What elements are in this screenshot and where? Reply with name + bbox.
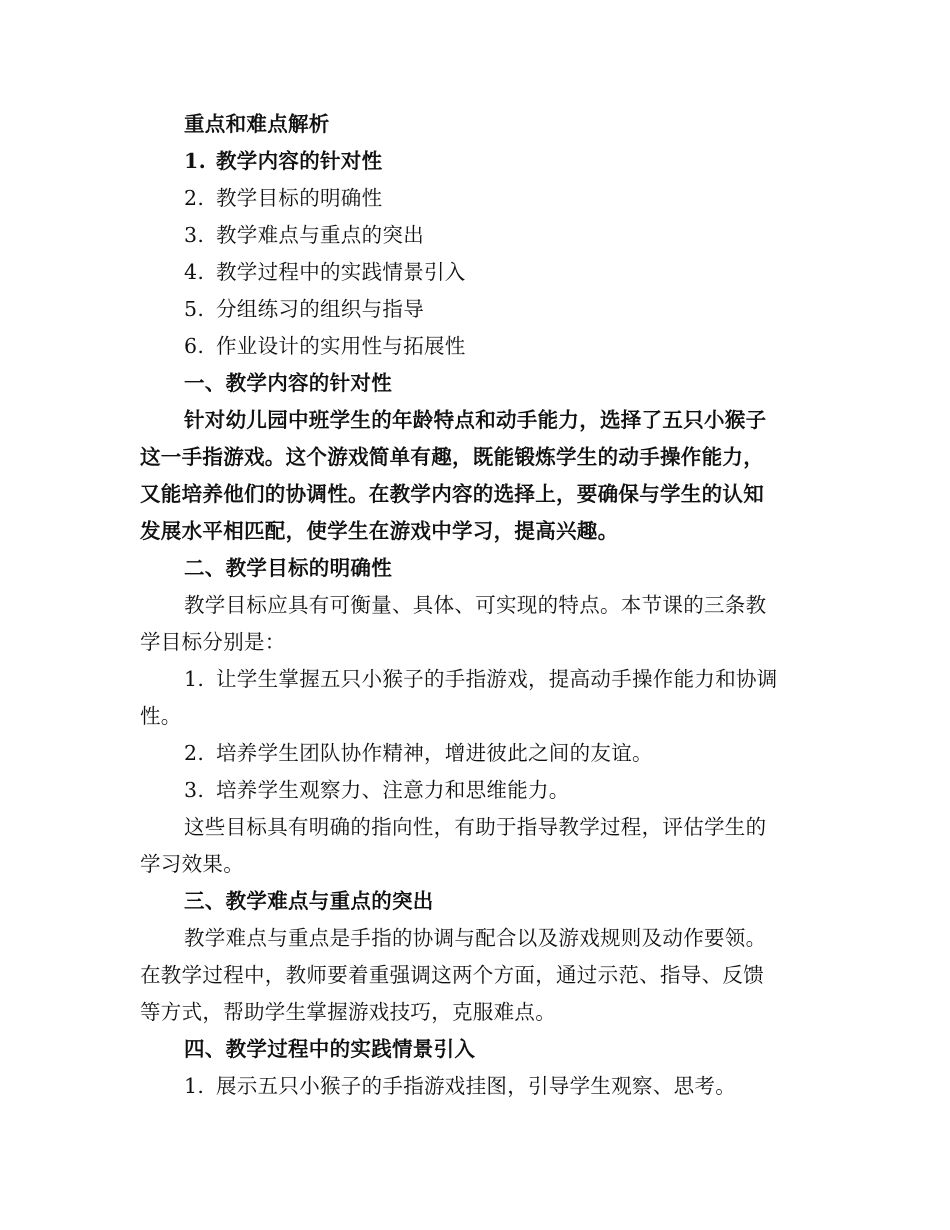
goal-item [140,772,810,809]
toc-item [140,217,810,254]
toc-list [140,143,810,365]
paragraph-line: 又能培养他们的协调性。在教学内容的选择上，要确保与学生的认知 [140,482,764,506]
goal-item [140,735,810,772]
process-item [140,1068,810,1105]
toc-item [140,328,810,365]
toc-item [140,180,810,217]
goal-item [140,661,810,698]
paragraph-line: 学习效果。 [140,852,244,876]
paragraph-line: 发展水平相匹配，使学生在游戏中学习，提高兴趣。 [140,519,619,543]
toc-num: 4. [184,260,205,284]
toc-text: 教学目标的明确性 [216,186,383,210]
paragraph-line: 等方式，帮助学生掌握游戏技巧，克服难点。 [140,1000,556,1024]
goal-text: 培养学生观察力、注意力和思维能力。 [216,778,570,802]
section-heading: 一、教学内容的针对性 [184,371,392,395]
toc-num: 1. [184,149,207,173]
process-num: 1. [184,1074,205,1098]
section-heading: 四、教学过程中的实践情景引入 [184,1037,476,1061]
paragraph-line: 针对幼儿园中班学生的年龄特点和动手能力，选择了五只小猴子 [184,408,767,432]
paragraph-line: 教学目标应具有可衡量、具体、可实现的特点。本节课的三条教 [184,593,767,617]
goal-item-continuation: 性。 [140,704,182,728]
toc-num: 3. [184,223,205,247]
document-body [140,106,810,1105]
paragraph-line: 这些目标具有明确的指向性，有助于指导教学过程，评估学生的 [184,815,767,839]
toc-text: 教学内容的针对性 [216,149,383,173]
goal-num: 1. [184,667,205,691]
toc-text: 教学难点与重点的突出 [216,223,424,247]
toc-text: 作业设计的实用性与拓展性 [216,334,466,358]
paragraph-line: 在教学过程中，教师要着重强调这两个方面，通过示范、指导、反馈 [140,963,764,987]
goal-text: 让学生掌握五只小猴子的手指游戏，提高动手操作能力和协调 [216,667,778,691]
toc-item [140,143,810,180]
toc-item [140,254,810,291]
toc-text: 教学过程中的实践情景引入 [216,260,466,284]
section-heading: 二、教学目标的明确性 [184,556,392,580]
paragraph-line: 学目标分别是： [140,630,286,654]
toc-num: 5. [184,297,205,321]
goal-text: 培养学生团队协作精神，增进彼此之间的友谊。 [216,741,653,765]
toc-text: 分组练习的组织与指导 [216,297,424,321]
toc-item [140,291,810,328]
goal-num: 2. [184,741,205,765]
toc-num: 2. [184,186,205,210]
process-text: 展示五只小猴子的手指游戏挂图，引导学生观察、思考。 [216,1074,736,1098]
goal-num: 3. [184,778,205,802]
section-heading: 三、教学难点与重点的突出 [184,889,434,913]
paragraph-line: 这一手指游戏。这个游戏简单有趣，既能锻炼学生的动手操作能力， [140,445,764,469]
doc-title: 重点和难点解析 [184,112,330,136]
paragraph-line: 教学难点与重点是手指的协调与配合以及游戏规则及动作要领。 [184,926,767,950]
toc-num: 6. [184,334,205,358]
